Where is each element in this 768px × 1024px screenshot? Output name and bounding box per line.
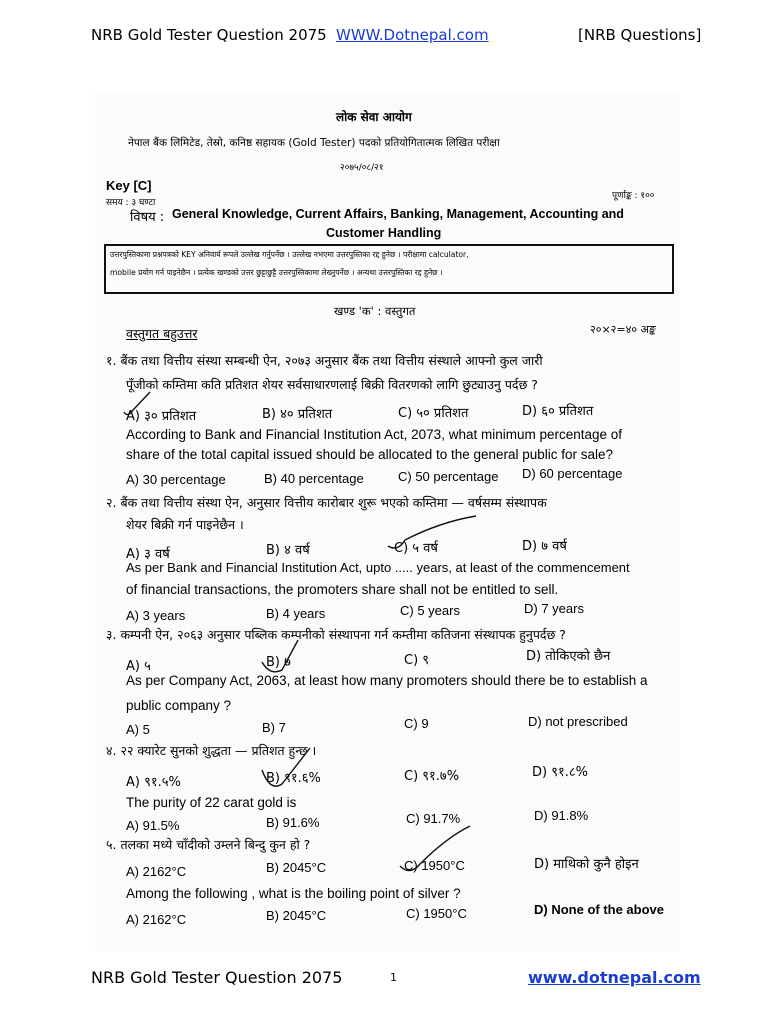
question-5-np-line-1: ५. तलका मध्ये चाँदीको उम्लने बिन्दु कुन हो ? <box>106 837 311 852</box>
question-2-np-line-1: २. बैंक तथा वित्तीय संस्था ऐन, अनुसार वित्तीय कारोबार शुरू भएको कम्तिमा — वर्षसम्म संस्थापक <box>106 495 547 510</box>
question-2-np-line-2: शेयर बिक्री गर्न पाइनेछैन । <box>126 517 244 532</box>
question-1-en-option-d: D) 60 percentage <box>522 466 623 481</box>
answer-mark-q5 <box>400 826 470 871</box>
answer-mark-q1 <box>124 392 150 415</box>
question-2-np-option-b: B) ४ वर्ष <box>266 543 310 558</box>
question-5-np-option-d: D) माथिको कुनै होइन <box>534 857 639 872</box>
exam-authority: लोक सेवा आयोग <box>336 110 412 124</box>
question-4-np-option-b: B) ९१.६% <box>266 771 321 786</box>
marks-label: २०×२=४० अङ्क <box>590 323 656 336</box>
question-3-np-line-1: ३. कम्पनी ऐन, २०६३ अनुसार पब्लिक कम्पनीको संस्थापना गर्न कम्तीमा कतिजना संस्थापक हुनुपर्दछ ? <box>106 627 566 642</box>
answer-mark-q2 <box>388 516 476 548</box>
question-1-en-option-c: C) 50 percentage <box>398 469 499 484</box>
question-2-en-option-a: A) 3 years <box>126 608 186 623</box>
question-1-np-line-2: पूँजीको कम्तिमा कति प्रतिशत शेयर सर्वसाधारणलाई बिक्री वितरणको लागि छुट्याउनु पर्दछ ? <box>126 377 538 392</box>
question-4-en-option-d: D) 91.8% <box>534 808 589 823</box>
question-1-en-line-1: According to Bank and Financial Institution Act, 2073, what minimum percentage of <box>126 427 623 442</box>
subject-line-2: Customer Handling <box>326 226 442 240</box>
question-5-en-line-1: Among the following , what is the boiling point of silver ? <box>126 886 461 901</box>
question-2-np-option-d: D) ७ वर्ष <box>522 539 567 554</box>
section-title: खण्ड 'क' : वस्तुगत <box>334 304 416 318</box>
question-1-en-option-a: A) 30 percentage <box>126 472 226 487</box>
question-4-en-option-b: B) 91.6% <box>266 815 320 830</box>
question-4-en-line-1: The purity of 22 carat gold is <box>126 795 297 810</box>
question-3-en-option-d: D) not prescribed <box>528 714 628 729</box>
question-4-en-option-c: C) 91.7% <box>406 811 461 826</box>
question-5-en-option-c: C) 1950°C <box>406 906 467 921</box>
answer-mark-q4 <box>262 748 310 786</box>
page-footer <box>0 968 768 994</box>
question-3-en-option-c: C) 9 <box>404 716 429 731</box>
question-3-en-line-1: As per Company Act, 2063, at least how many promoters should there be to establish a <box>126 673 648 688</box>
question-3-np-option-c: C) ९ <box>404 653 430 668</box>
question-2-en-line-1: As per Bank and Financial Institution Act, upto ..... years, at least of the commencement <box>126 560 630 575</box>
question-5-np-option-c: C) 1950°C <box>404 858 465 873</box>
question-1-en-option-b: B) 40 percentage <box>264 471 364 486</box>
question-4-np-line-1: ४. २२ क्यारेट सुनको शुद्धता — प्रतिशत हुन्छ । <box>106 743 317 758</box>
question-1-np-line-1: १. बैंक तथा वित्तीय संस्था सम्बन्धी ऐन, २०७३ अनुसार बैंक तथा वित्तीय संस्थाले आफ्नो कुल जारी <box>106 353 543 368</box>
question-2-en-option-b: B) 4 years <box>266 606 326 621</box>
question-2-en-option-c: C) 5 years <box>400 603 460 618</box>
question-5-en-option-a: A) 2162°C <box>126 912 187 927</box>
question-5-np-option-a: A) 2162°C <box>126 864 187 879</box>
subject-line-1: General Knowledge, Current Affairs, Banking, Management, Accounting and <box>172 207 624 221</box>
question-1-np-option-b: B) ४० प्रतिशत <box>262 407 333 422</box>
time-label: समय : ३ घण्टा <box>106 198 156 208</box>
question-4-np-option-a: A) ९१.५% <box>126 775 181 790</box>
question-3-en-line-2: public company ? <box>126 698 232 713</box>
question-3-np-option-a: A) ५ <box>126 659 151 674</box>
header-title: NRB Gold Tester Question 2075 <box>91 26 327 44</box>
question-3-np-option-d: D) तोकिएको छैन <box>526 649 611 664</box>
question-1-np-option-a: A) ३० प्रतिशत <box>126 409 197 424</box>
exam-date: २०७५/०८/२१ <box>340 163 384 173</box>
question-3-np-option-b: B) ७ <box>266 655 291 670</box>
question-2-np-option-c: C) ५ वर्ष <box>394 541 438 556</box>
question-5-en-option-d: D) None of the above <box>534 902 665 917</box>
header-tag: [NRB Questions] <box>578 26 702 44</box>
footer-title: NRB Gold Tester Question 2075 <box>91 968 343 987</box>
question-4-en-option-a: A) 91.5% <box>126 818 180 833</box>
question-2-en-option-d: D) 7 years <box>524 601 584 616</box>
question-4-np-option-d: D) ९१.८% <box>532 765 588 780</box>
question-3-en-option-b: B) 7 <box>262 720 286 735</box>
question-5-np-option-b: B) 2045°C <box>266 860 327 875</box>
page-number: 1 <box>390 971 397 984</box>
footer-link[interactable]: www.dotnepal.com <box>528 968 701 987</box>
question-5-en-option-b: B) 2045°C <box>266 908 327 923</box>
header-link[interactable]: WWW.Dotnepal.com <box>336 26 489 44</box>
question-1-np-option-c: C) ५० प्रतिशत <box>398 406 469 421</box>
full-marks: पूर्णाङ्क : १०० <box>612 191 655 201</box>
instruction-line-1: उत्तरपुस्तिकामा प्रश्नपत्रको KEY अनिवार्य रूपले उल्लेख गर्नुपर्नेछ । उल्लेख नभएमा उत्तरपुस्तिका रद्द हुनेछ । परीक्षामा calculator, <box>110 250 469 259</box>
answer-mark-q3 <box>262 640 298 672</box>
question-1-np-option-d: D) ६० प्रतिशत <box>522 404 594 419</box>
instruction-line-2: mobile प्रयोग गर्न पाइनेछैन । प्रत्येक खण्डको उत्तर छुट्टाछुट्टै उत्तरपुस्तिकामा लेख्नुपर्नेछ । अन्यथा उत्तरपुस्तिका रद्द हुनेछ । <box>110 268 443 277</box>
key-label: Key [C] <box>106 178 152 193</box>
exam-title: नेपाल बैंक लिमिटेड, तेस्रो, कनिष्ठ सहायक (Gold Tester) पदको प्रतियोगितात्मक लिखित परीक्षा <box>128 137 500 149</box>
question-4-np-option-c: C) ९१.७% <box>404 769 460 784</box>
question-2-en-line-2: of financial transactions, the promoters share shall not be entitled to sell. <box>126 582 559 597</box>
subject-label: विषय : <box>130 210 165 225</box>
question-1-en-line-2: share of the total capital issued should be allocated to the general public for sale? <box>126 447 614 462</box>
question-3-en-option-a: A) 5 <box>126 722 150 737</box>
objective-heading: वस्तुगत बहुउत्तर <box>126 326 198 341</box>
question-2-np-option-a: A) ३ वर्ष <box>126 547 170 562</box>
